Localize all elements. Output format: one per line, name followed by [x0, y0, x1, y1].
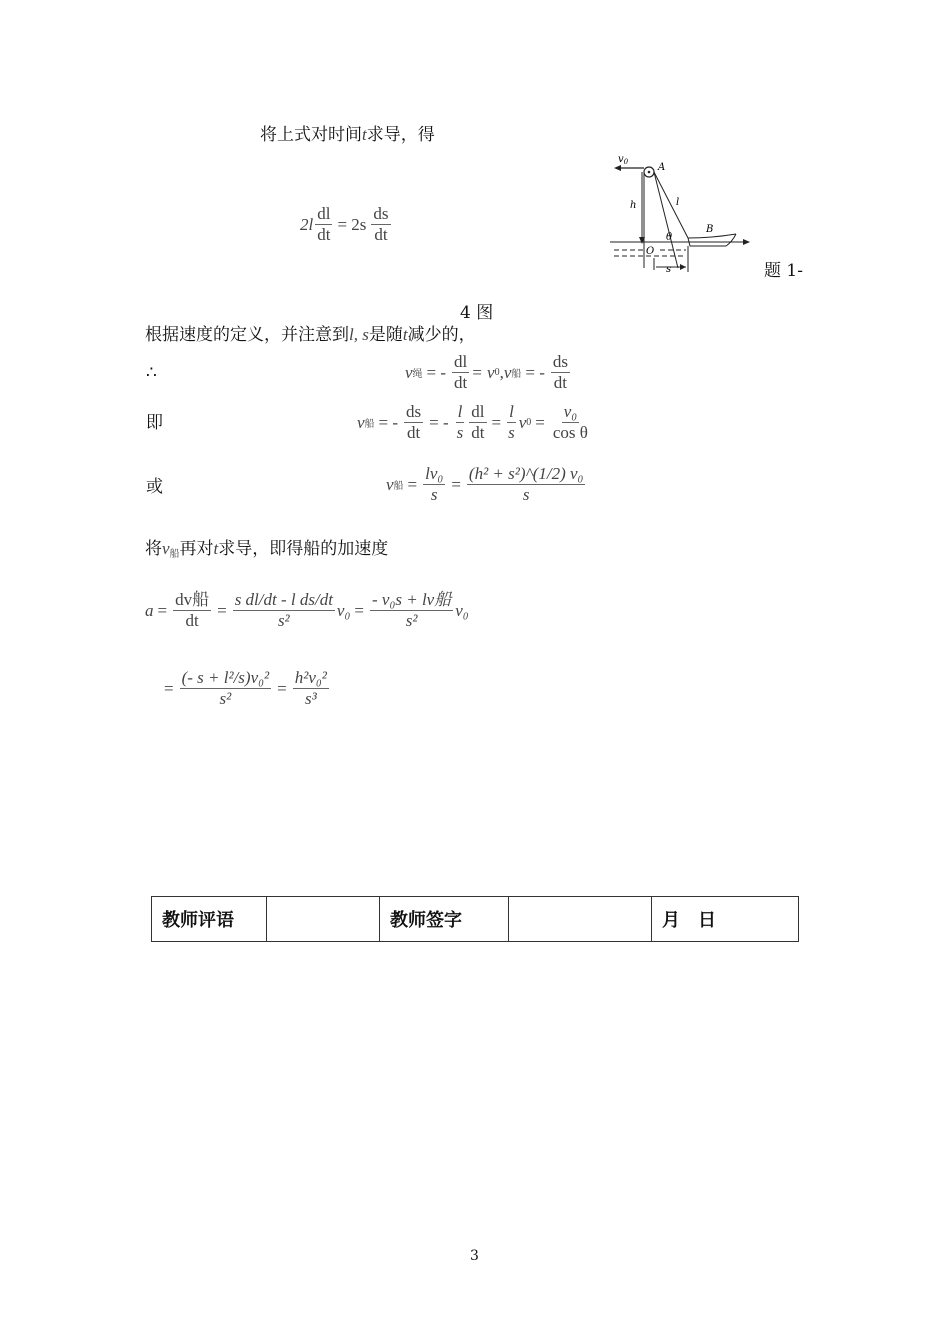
eq4-n1: lv₀ [425, 464, 444, 483]
eq2-v2: v [503, 362, 512, 382]
eq3-d1: dt [406, 423, 421, 442]
eq3-n2: l [457, 402, 463, 421]
equation-4 [386, 464, 587, 505]
eq3-t4-sub: 0 [526, 417, 532, 428]
accel-sub: 船 [169, 549, 180, 560]
eq1-num: dl [317, 204, 331, 223]
intro-line [260, 124, 435, 146]
eq5-v0b: v₀ [455, 600, 469, 620]
page-number: 3 [470, 1248, 479, 1264]
eq2-sub1: 绳 [412, 369, 423, 380]
var-t: t [362, 125, 367, 144]
huo-label: 或 [146, 477, 163, 497]
eq4-frac2 [467, 464, 586, 505]
eq3-t2: = - [429, 412, 449, 432]
acceleration-line [145, 538, 388, 566]
eq6-t1: = [164, 678, 174, 698]
eq3-frac4 [506, 402, 517, 443]
eq3-n4: l [509, 402, 514, 421]
eq5-v0a: v₀ [336, 600, 351, 620]
eq1-den2: dt [374, 225, 388, 244]
eq6-d1: s² [219, 689, 232, 708]
accel-var-t: t [213, 539, 219, 558]
teacher-comment-cell[interactable] [267, 897, 380, 942]
eq4-v: v [386, 474, 394, 494]
eq5-t1: = [157, 600, 168, 620]
intro-text-post: 求导，得 [366, 125, 435, 145]
eq1-num2: ds [373, 204, 389, 223]
eq3-t5: = [535, 412, 545, 432]
eq2-frac1 [452, 352, 469, 393]
eq4-d1: s [430, 485, 438, 504]
teacher-signature-label: 教师签字 [380, 897, 509, 942]
eq5-frac2 [233, 590, 335, 631]
eq3-n3: dl [471, 402, 485, 421]
eq5-t3: = [354, 600, 364, 620]
speed-text: 根据速度的定义，并注意到 [145, 325, 349, 345]
label-s: s [666, 264, 672, 275]
eq5-a: a [145, 600, 154, 620]
eq6-d2: s³ [304, 689, 317, 708]
eq6-n1: (- s + l²/s)v₀² [181, 668, 270, 687]
eq2-frac2 [551, 352, 570, 393]
equation-1 [300, 204, 393, 245]
accel-v: v [162, 539, 170, 558]
label-h: h [630, 200, 637, 211]
eq1-lhs: 2l [300, 214, 314, 234]
date-cell[interactable]: 月 日 [652, 897, 799, 942]
eq3-d3: dt [471, 423, 485, 442]
ji-label: 即 [146, 413, 163, 433]
eq5-t2: = [217, 600, 227, 620]
label-A: A [658, 162, 666, 173]
speed-text-mid: 是随 [368, 325, 403, 345]
eq1-frac-right [371, 204, 390, 245]
eq1-den: dt [317, 225, 331, 244]
eq2-eq2: = - [525, 362, 545, 382]
label-O: O [646, 246, 655, 257]
eq5-frac1 [173, 590, 211, 631]
equation-3 [357, 402, 592, 443]
eq4-sub: 船 [393, 481, 404, 492]
eq5-d2: s² [277, 611, 290, 630]
figure-caption-continued: 4 图 [460, 303, 494, 323]
eq3-sub: 船 [364, 419, 375, 430]
therefore-symbol: ∴ [146, 363, 157, 383]
eq1-rhs: = 2s [337, 214, 367, 234]
eq6-frac2 [293, 668, 329, 709]
eq2-comma: , [499, 362, 504, 382]
var-t2: t [402, 325, 408, 344]
eq3-v: v [357, 412, 365, 432]
eq4-frac1 [423, 464, 445, 505]
eq2-num: dl [454, 352, 468, 371]
label-l: l [676, 197, 680, 208]
eq5-n1: dv船 [175, 590, 210, 609]
equation-5 [145, 590, 469, 631]
eq5-n2: s dl/dt - l ds/dt [234, 590, 333, 609]
boat-pulley-figure [608, 150, 758, 278]
teacher-review-table [151, 896, 799, 942]
teacher-comment-label: 教师评语 [152, 897, 267, 942]
eq3-n5: v₀ [563, 402, 578, 421]
eq3-d4: s [508, 423, 515, 442]
eq3-frac2 [455, 402, 466, 443]
eq2-mid: = v [471, 362, 495, 382]
eq3-frac3 [469, 402, 486, 443]
accel-text-mid: 再对 [179, 539, 214, 559]
eq2-mid-sub: 0 [494, 367, 500, 378]
speed-definition-line [145, 324, 476, 346]
eq4-d2: s [522, 485, 530, 504]
eq5-n3: - v₀s + lv船 [371, 590, 452, 609]
eq3-t1: = - [378, 412, 399, 432]
eq3-frac5 [551, 402, 590, 443]
eq6-n2: h²v₀² [294, 668, 327, 687]
speed-text-post: 减少的， [407, 325, 476, 345]
eq3-d2: s [456, 423, 464, 442]
eq6-frac1 [180, 668, 272, 709]
eq2-num2: ds [552, 352, 568, 371]
eq2-den2: dt [553, 373, 568, 392]
eq1-frac-left [315, 204, 332, 245]
label-B: B [706, 224, 714, 235]
equation-6 [160, 668, 331, 709]
accel-text-post: 求导，即得船的加速度 [218, 539, 389, 559]
eq5-frac3 [370, 590, 453, 631]
eq3-t4: v [518, 412, 527, 432]
eq3-d5: cos θ [552, 423, 588, 442]
eq5-d1: dt [185, 611, 199, 630]
label-v0: $v_0$ [618, 154, 629, 166]
eq2-sub2: 船 [511, 369, 522, 380]
label-theta: θ [666, 232, 673, 243]
intro-text: 将上式对时间 [260, 125, 362, 145]
eq3-t3: = [491, 412, 502, 432]
eq4-n2: (h² + s²)^(1/2) v₀ [468, 464, 584, 483]
eq2-den: dt [454, 373, 468, 392]
eq4-t1: = [407, 474, 418, 494]
table-row [152, 897, 799, 942]
eq4-t2: = [451, 474, 461, 494]
teacher-signature-cell[interactable] [509, 897, 652, 942]
vars-l-s: l, s [349, 325, 369, 344]
eq2-v: v [405, 362, 413, 382]
eq5-d3: s² [405, 611, 418, 630]
equation-2 [405, 352, 572, 393]
eq3-frac1 [404, 402, 423, 443]
eq2-eq: = - [426, 362, 447, 382]
accel-text: 将 [145, 539, 162, 559]
eq3-n1: ds [406, 402, 422, 421]
figure-caption: 题 1- [764, 261, 803, 281]
eq6-t2: = [277, 678, 287, 698]
